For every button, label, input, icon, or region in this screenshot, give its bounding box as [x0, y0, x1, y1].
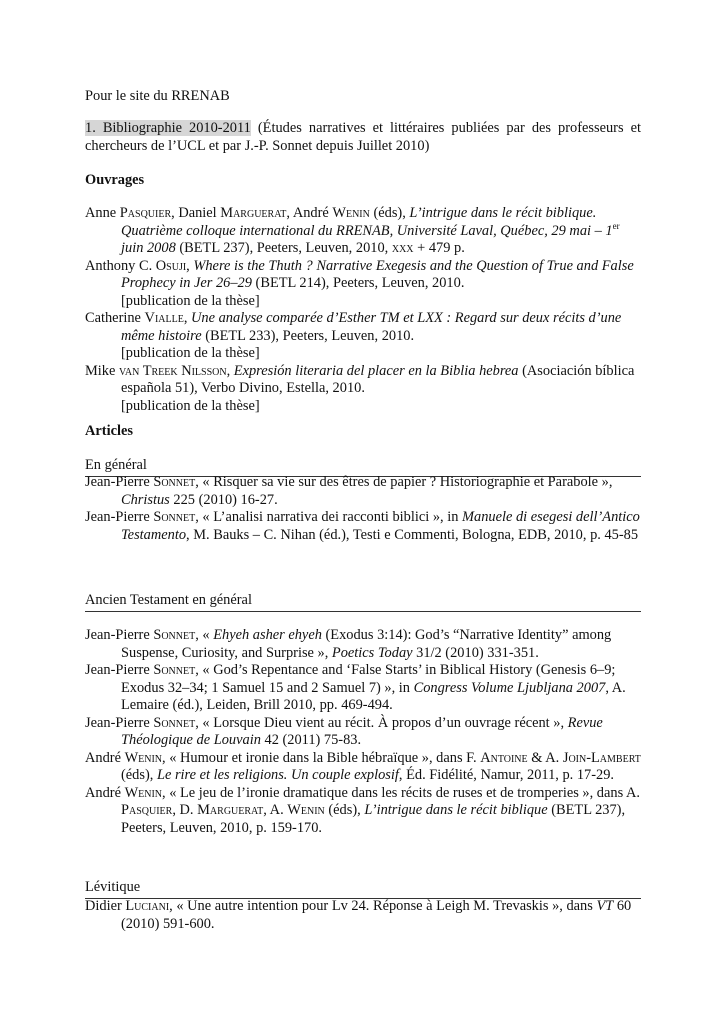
italic-title: juin 2008: [121, 240, 176, 256]
bibliography-tag: 1. Bibliographie 2010-2011: [85, 120, 251, 136]
italic-title: Poetics Today: [331, 644, 413, 661]
author-surname: Sonnet: [153, 627, 196, 643]
author-surname: Sonnet: [153, 509, 196, 525]
author-surname: Sonnet: [153, 662, 196, 678]
author-surname: Wenin: [287, 802, 325, 818]
author-surname: van Treek Nilsson: [118, 362, 227, 379]
author-surname: Marguerat: [220, 205, 287, 221]
bibliography-entry: Catherine Vialle, Une analyse comparée d’Esther TM et LXX : Regard sur deux récits d’une même histoire (BETL 233), Peeters, Leuven, 2010. [publication de la thèse]: [85, 310, 622, 361]
italic-title: L’intrigue dans le récit biblique. Quatrième colloque international du RRENAB, Université Laval, Québec, 29 mai – 1: [121, 205, 613, 239]
author-surname: Wenin: [124, 784, 163, 801]
italic-title: Expresión literaria del placer en la Biblia hebrea: [233, 362, 519, 379]
author-surname: Pasquier: [121, 802, 173, 818]
author-surname: Antoine: [480, 749, 528, 766]
section-levitique-entries: [85, 898, 641, 933]
italic-title: Le rire et les religions. Un couple explosif: [156, 767, 399, 783]
bibliography-entry: Jean-Pierre Sonnet, « Risquer sa vie sur des êtres de papier ? Historiographie et Parabole », Christus 225 (2010) 16-27.: [85, 474, 613, 508]
bibliography-entry: Didier Luciani, « Une autre intention pour Lv 24. Réponse à Leigh M. Trevaskis », dans VT 60 (2010) 591-600.: [85, 898, 632, 932]
bibliography-entry: Anthony C. Osuji, Where is the Thuth ? Narrative Exegesis and the Question of True and False Prophecy in Jer 26–29 (BETL 214), Peeters, Leuven, 2010. [publication de la thèse]: [85, 257, 634, 309]
section-title-en-general: En général: [85, 457, 641, 477]
italic-title: Une analyse comparée d’Esther TM et LXX : Regard sur deux récits d’une même histoire: [121, 310, 622, 344]
bibliography-entry: André Wenin, « Le jeu de l’ironie dramatique dans les récits de ruses et de tromperies », dans A. Pasquier, D. Marguerat, A. Wenin (éds), L’intrigue dans le récit biblique (BETL 237), Peeters, Leuven, 2010, p. 159-170.: [85, 784, 640, 836]
bibliography-header: [85, 120, 641, 155]
author-surname: Sonnet: [153, 714, 196, 731]
bibliography-description: (Études narratives et littéraires publiées par des professeurs et chercheurs de l’UCL et par J.-P. Sonnet depuis Juillet 2010): [85, 120, 641, 154]
italic-title: Revue Théologique de Louvain: [121, 714, 603, 748]
author-surname: Osuji: [155, 257, 187, 274]
superscript: er: [612, 220, 620, 231]
author-surname: Vialle: [144, 310, 184, 326]
bibliography-entry: André Wenin, « Humour et ironie dans la Bible hébraïque », dans F. Antoine & A. Join-Lambert (éds), Le rire et les religions. Un couple explosif, Éd. Fidélité, Namur, 2011, p. 17-29.: [85, 749, 641, 783]
italic-title: Congress Volume Ljubljana 2007: [413, 679, 606, 696]
bibliography-entry: Jean-Pierre Sonnet, « God’s Repentance and ‘False Starts’ in Biblical History (Genesis 6–9; Exodus 32–34; 1 Samuel 15 and 2 Samuel 7) », in Congress Volume Ljubljana 2007, A. Lemaire (éd.), Leiden, Brill 2010, pp. 469-494.: [85, 662, 626, 713]
bibliography-entry: Jean-Pierre Sonnet, « Lorsque Dieu vient au récit. À propos d’un ouvrage récent », Revue Théologique de Louvain 42 (2011) 75-83.: [85, 714, 603, 748]
author-surname: Wenin: [124, 749, 163, 766]
author-surname: Sonnet: [153, 474, 196, 490]
italic-title: Ehyeh asher ehyeh: [213, 627, 322, 643]
bibliography-entry: Jean-Pierre Sonnet, « Ehyeh asher ehyeh (Exodus 3:14): God’s “Narrative Identity” among Suspense, Curiosity, and Surprise », Poetics Today 31/2 (2010) 331-351.: [85, 627, 612, 661]
section-ancien-testament-entries: [85, 627, 641, 837]
italic-title: L’intrigue dans le récit biblique: [364, 802, 548, 818]
italic-title: Manuele di esegesi dell’Antico Testamento: [121, 509, 640, 543]
author-surname: Luciani: [125, 898, 170, 914]
section-en-general-entries: [85, 474, 641, 544]
author-surname: Wenin: [332, 205, 370, 221]
intro-line: Pour le site du RRENAB: [85, 88, 230, 104]
author-surname: Pasquier: [119, 205, 172, 221]
italic-title: Christus: [121, 491, 170, 508]
section-title-ancien-testament: Ancien Testament en général: [85, 592, 641, 612]
bibliography-entry: Anne Pasquier, Daniel Marguerat, André Wenin (éds), L’intrigue dans le récit biblique. Quatrième colloque international du RRENAB, Université Laval, Québec, 29 mai – 1er juin 2008 (BETL 237), Peeters, Leuven, 2010, xxx + 479 p.: [85, 205, 620, 256]
author-surname: xxx: [391, 240, 414, 256]
ouvrages-list: [85, 205, 641, 415]
bibliography-entry: Jean-Pierre Sonnet, « L’analisi narrativa dei racconti biblici », in Manuele di esegesi dell’Antico Testamento, M. Bauks – C. Nihan (éd.), Testi e Commenti, Bologna, EDB, 2010, p. 45-85: [85, 509, 640, 543]
italic-title: Where is the Thuth ? Narrative Exegesis and the Question of True and False Prophecy in Jer 26–29: [121, 257, 634, 291]
articles-heading: Articles: [85, 423, 133, 439]
author-surname: Marguerat: [197, 802, 264, 818]
bibliography-entry: Mike van Treek Nilsson, Expresión literaria del placer en la Biblia hebrea (Asociación bíblica española 51), Verbo Divino, Estella, 2010. [publication de la thèse]: [85, 362, 635, 414]
ouvrages-heading: Ouvrages: [85, 172, 145, 188]
section-title-levitique: Lévitique: [85, 879, 641, 899]
italic-title: VT: [596, 898, 614, 914]
author-surname: Join-Lambert: [562, 749, 641, 766]
